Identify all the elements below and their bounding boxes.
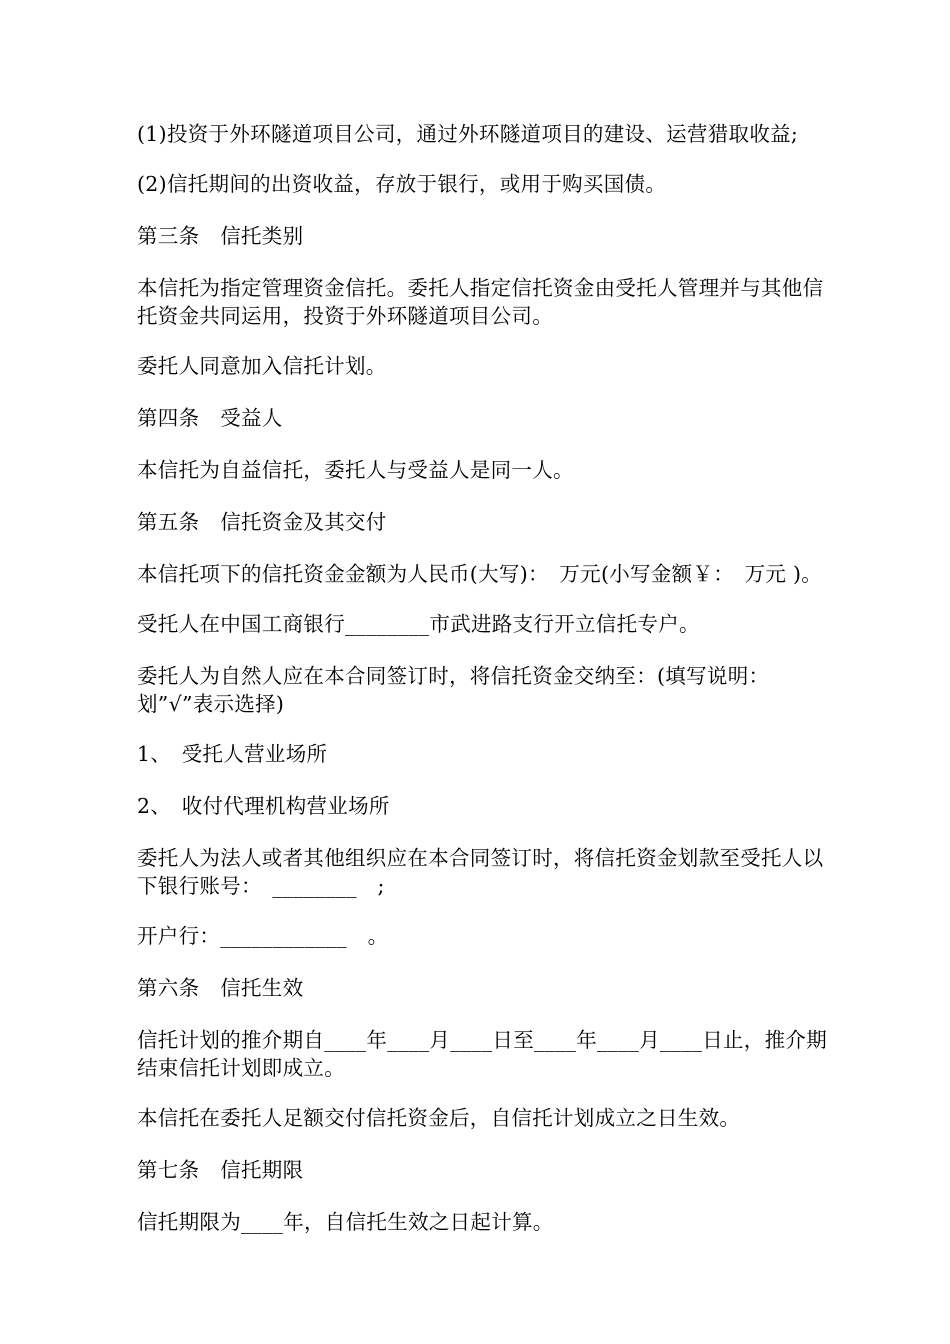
option-1: 1、 受托人营业场所	[137, 742, 328, 766]
trust-term-clause: 信托期限为____年，自信托生效之日起计算。	[137, 1210, 554, 1234]
natural-person-payment-clause: 委托人为自然人应在本合同签订时，将信托资金交纳至：(填写说明：划”√”表示选择)	[137, 664, 770, 716]
article-3-heading: 第三条 信托类别	[137, 224, 304, 248]
article-4-body: 本信托为自益信托，委托人与受益人是同一人。	[137, 458, 574, 482]
investment-clause-2: (2)信托期间的出资收益，存放于银行，或用于购买国债。	[137, 172, 667, 196]
document-body	[137, 120, 827, 1260]
article-6-heading: 第六条 信托生效	[137, 976, 304, 1000]
effective-clause: 本信托在委托人足额交付信托资金后，自信托计划成立之日生效。	[137, 1106, 741, 1130]
opening-bank-line: 开户行：____________ 。	[137, 924, 389, 948]
promotion-period-clause: 信托计划的推介期自____年____月____日至____年____月____日止，推介期结束信托计划即成立。	[137, 1028, 827, 1080]
trust-amount-clause: 本信托项下的信托资金金额为人民币(大写)： 万元(小写金额￥： 万元 )。	[137, 562, 823, 586]
article-3-body: 本信托为指定管理资金信托。委托人指定信托资金由受托人管理并与其他信托资金共同运用，投资于外环隧道项目公司。	[137, 276, 824, 328]
legal-person-payment-clause: 委托人为法人或者其他组织应在本合同签订时，将信托资金划款至受托人以下银行账号： ________ ;	[137, 846, 824, 898]
option-2: 2、 收付代理机构营业场所	[137, 794, 390, 818]
article-5-heading: 第五条 信托资金及其交付	[137, 510, 387, 534]
article-7-heading: 第七条 信托期限	[137, 1158, 304, 1182]
article-4-heading: 第四条 受益人	[137, 406, 283, 430]
trust-account-clause: 受托人在中国工商银行________市武进路支行开立信托专户。	[137, 612, 700, 636]
investment-clause-1: (1)投资于外环隧道项目公司，通过外环隧道项目的建设、运营猎取收益;	[137, 122, 799, 146]
trust-plan-consent: 委托人同意加入信托计划。	[137, 354, 387, 378]
